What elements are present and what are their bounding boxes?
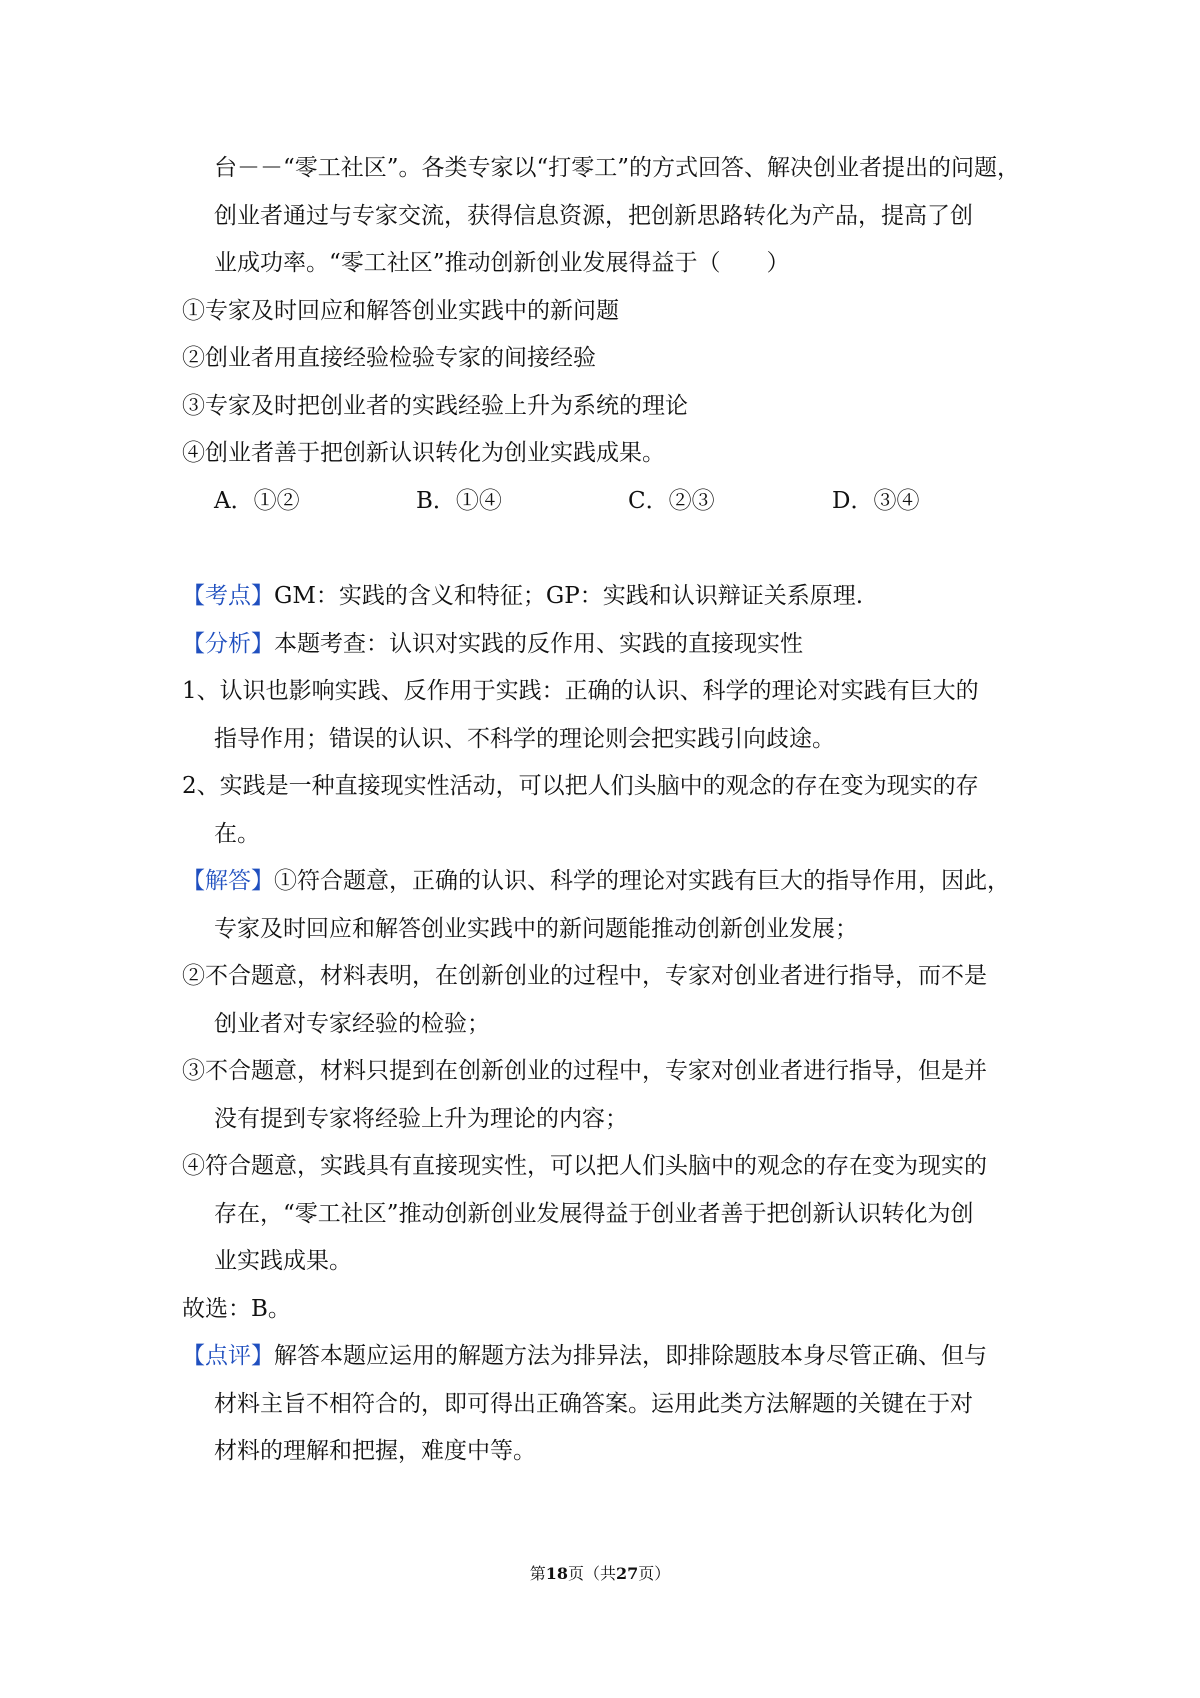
jieda-line: 专家及时回应和解答创业实践中的新问题能推动创新创业发展； xyxy=(214,916,858,942)
footer-mid: 页（共 xyxy=(567,1564,616,1583)
fenxi-label: 【分析】 xyxy=(182,631,274,657)
option-c: C．②③ xyxy=(628,488,715,514)
dianping-first: 解答本题应运用的解题方法为排异法，即排除题肢本身尽管正确、但与 xyxy=(274,1343,987,1369)
fenxi-point: 2、实践是一种直接现实性活动，可以把人们头脑中的观念的存在变为现实的存 xyxy=(182,773,979,799)
footer-page-number: 18 xyxy=(545,1564,568,1583)
dianping-label: 【点评】 xyxy=(182,1343,274,1369)
footer-post: 页） xyxy=(638,1564,671,1583)
fenxi-text: 本题考查：认识对实践的反作用、实践的直接现实性 xyxy=(274,631,803,657)
page-footer xyxy=(0,1564,1200,1584)
jieda-first: ①符合题意，正确的认识、科学的理论对实践有巨大的指导作用，因此， xyxy=(274,868,1010,894)
question-line: 台－－“零工社区”。各类专家以“打零工”的方式回答、解决创业者提出的问题， xyxy=(214,155,1021,181)
option-a: A．①② xyxy=(214,488,300,514)
statement-1: ①专家及时回应和解答创业实践中的新问题 xyxy=(182,298,619,324)
dianping-line: 材料主旨不相符合的，即可得出正确答案。运用此类方法解题的关键在于对 xyxy=(214,1391,973,1417)
dianping-line xyxy=(182,1341,987,1371)
footer-total-pages: 27 xyxy=(616,1564,639,1583)
jieda-line: 存在，“零工社区”推动创新创业发展得益于创业者善于把创新认识转化为创 xyxy=(214,1201,974,1227)
kaodian-text: GM：实践的含义和特征；GP：实践和认识辩证关系原理. xyxy=(274,583,864,609)
jieda-line: ④符合题意，实践具有直接现实性，可以把人们头脑中的观念的存在变为现实的 xyxy=(182,1153,987,1179)
option-b: B．①④ xyxy=(416,488,502,514)
dianping-line: 材料的理解和把握，难度中等。 xyxy=(214,1438,536,1464)
fenxi-line xyxy=(182,629,803,659)
question-line: 业成功率。“零工社区”推动创新创业发展得益于（ ） xyxy=(214,250,790,276)
statement-3: ③专家及时把创业者的实践经验上升为系统的理论 xyxy=(182,393,688,419)
footer-pre: 第 xyxy=(529,1564,546,1583)
fenxi-point: 指导作用；错误的认识、不科学的理论则会把实践引向歧途。 xyxy=(214,726,835,752)
answer-line: 故选：B。 xyxy=(182,1296,291,1322)
option-row xyxy=(0,486,1200,516)
jieda-line: ③不合题意，材料只提到在创新创业的过程中，专家对创业者进行指导，但是并 xyxy=(182,1058,987,1084)
jieda-label: 【解答】 xyxy=(182,868,274,894)
kaodian-label: 【考点】 xyxy=(182,583,274,609)
jieda-line: 没有提到专家将经验上升为理论的内容； xyxy=(214,1106,628,1132)
jieda-line: 创业者对专家经验的检验； xyxy=(214,1011,490,1037)
jieda-line: 业实践成果。 xyxy=(214,1248,352,1274)
option-d: D．③④ xyxy=(832,488,920,514)
fenxi-point: 1、认识也影响实践、反作用于实践：正确的认识、科学的理论对实践有巨大的 xyxy=(182,678,979,704)
statement-4: ④创业者善于把创新认识转化为创业实践成果。 xyxy=(182,440,665,466)
jieda-line xyxy=(182,866,1010,896)
kaodian-line xyxy=(182,581,863,611)
question-line: 创业者通过与专家交流，获得信息资源，把创新思路转化为产品，提高了创 xyxy=(214,203,973,229)
statement-2: ②创业者用直接经验检验专家的间接经验 xyxy=(182,345,596,371)
jieda-line: ②不合题意，材料表明，在创新创业的过程中，专家对创业者进行指导，而不是 xyxy=(182,963,987,989)
fenxi-point: 在。 xyxy=(214,821,260,847)
